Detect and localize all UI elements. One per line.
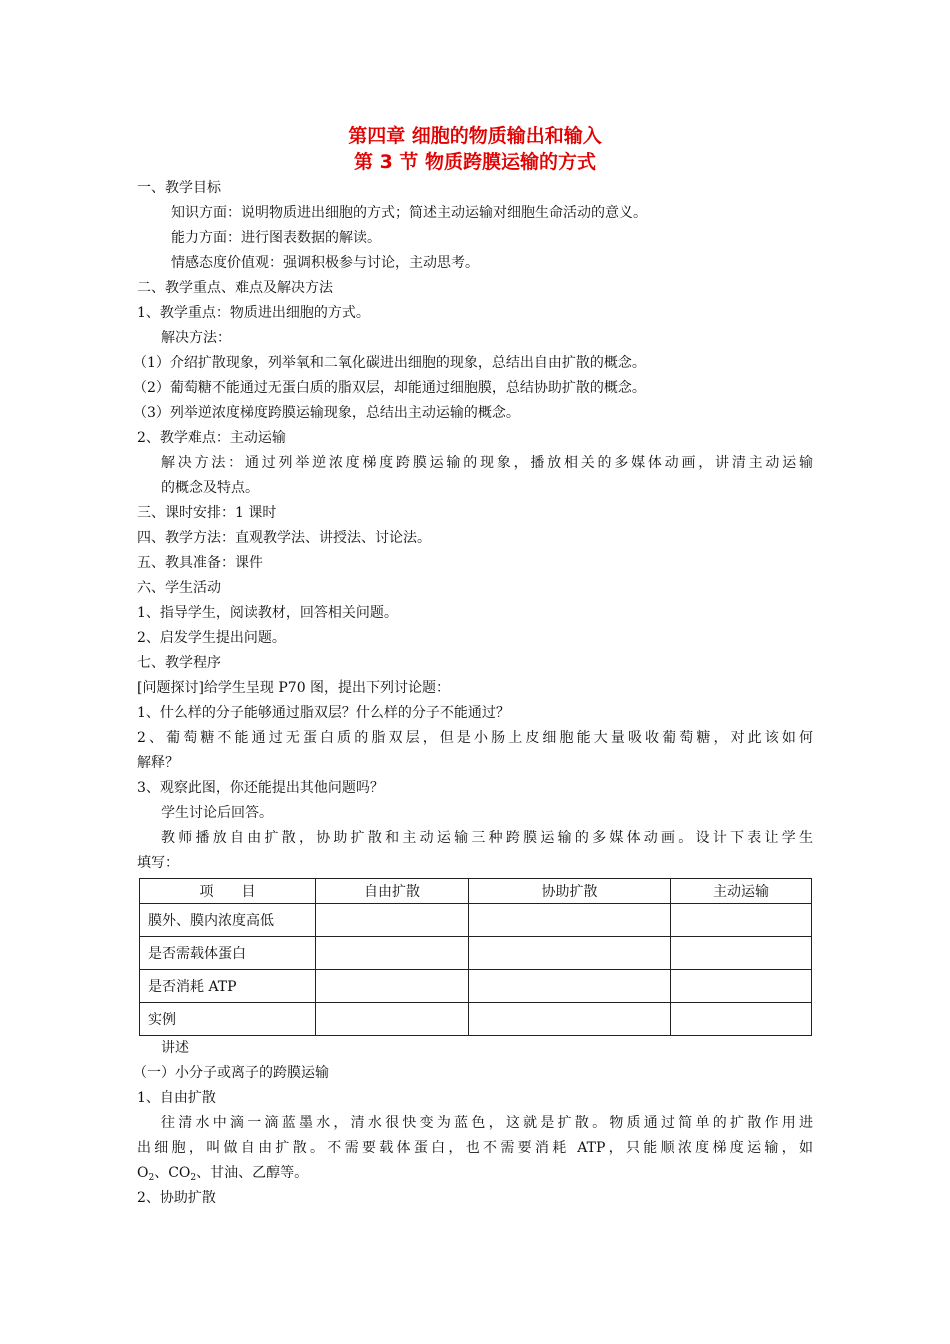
paragraph-line: 3、观察此图，你还能提出其他问题吗？: [137, 780, 384, 796]
paragraph-line: 解决方法：通过列举逆浓度梯度跨膜运输的现象，播放相关的多媒体动画，讲清主动运输: [161, 455, 813, 471]
table-row: [140, 904, 812, 937]
paragraph-line: 出细胞，叫做自由扩散。不需要载体蛋白，也不需要消耗 ATP，只能顺浓度梯度运输，如: [137, 1140, 813, 1156]
heading-objectives: 一、教学目标: [137, 180, 221, 196]
document-body: [133, 176, 813, 1211]
heading-small-molecules: （一）小分子或离子的跨膜运输: [133, 1065, 329, 1081]
table-cell-empty[interactable]: [316, 904, 469, 937]
table-row-label: 是否消耗 ATP: [140, 970, 316, 1003]
paragraph-line: 教师播放自由扩散，协助扩散和主动运输三种跨膜运输的多媒体动画。设计下表让学生: [161, 830, 813, 846]
paragraph-line: 解决方法：: [161, 330, 231, 346]
paragraph-line: 2、葡萄糖不能通过无蛋白质的脂双层，但是小肠上皮细胞能大量吸收葡萄糖，对此该如何: [137, 730, 813, 746]
paragraph-line: 1、教学重点：物质进出细胞的方式。: [137, 305, 370, 321]
paragraph-line: 1、什么样的分子能够通过脂双层？什么样的分子不能通过？: [137, 705, 510, 721]
table-cell-empty[interactable]: [671, 904, 812, 937]
table-cell-empty[interactable]: [469, 970, 671, 1003]
table-header-cell: 自由扩散: [316, 879, 469, 904]
heading-methods: 四、教学方法：直观教学法、讲授法、讨论法。: [137, 530, 431, 546]
paragraph-line: 解释？: [137, 755, 179, 771]
comparison-table: [139, 878, 812, 1036]
table-cell-empty[interactable]: [316, 970, 469, 1003]
paragraph-line: 2、教学难点：主动运输: [137, 430, 286, 446]
heading-facilitated-diffusion: 2、协助扩散: [137, 1190, 216, 1206]
text-fragment: 、CO: [154, 1165, 191, 1181]
table-cell-empty[interactable]: [469, 904, 671, 937]
paragraph-line: 学生讨论后回答。: [161, 805, 273, 821]
paragraph-line: 2、启发学生提出问题。: [137, 630, 286, 646]
table-cell-empty[interactable]: [671, 1003, 812, 1036]
paragraph-line: [问题探讨]给学生呈现 P70 图，提出下列讨论题：: [137, 680, 451, 696]
paragraph-line: 往清水中滴一滴蓝墨水，清水很快变为蓝色，这就是扩散。物质通过简单的扩散作用进: [161, 1115, 813, 1131]
paragraph-line: （1）介绍扩散现象，列举氧和二氧化碳进出细胞的现象，总结出自由扩散的概念。: [133, 355, 646, 371]
table-header-cell: 协助扩散: [469, 879, 671, 904]
text-fragment: O: [137, 1165, 149, 1181]
table-row-label: 是否需载体蛋白: [140, 937, 316, 970]
heading-procedure: 七、教学程序: [137, 655, 221, 671]
chapter-title: 第四章 细胞的物质输出和输入: [348, 125, 602, 147]
paragraph-line: 的概念及特点。: [161, 480, 259, 496]
text-fragment: 、甘油、乙醇等。: [196, 1165, 309, 1181]
heading-free-diffusion: 1、自由扩散: [137, 1090, 216, 1106]
paragraph-line: 知识方面：说明物质进出细胞的方式；简述主动运输对细胞生命活动的意义。: [171, 205, 647, 221]
paragraph-line: （3）列举逆浓度梯度跨膜运输现象，总结出主动运输的概念。: [133, 405, 520, 421]
paragraph-line: 讲述: [161, 1040, 189, 1056]
table-cell-empty[interactable]: [316, 937, 469, 970]
paragraph-line: 填写：: [137, 855, 179, 871]
paragraph-line: 1、指导学生，阅读教材，回答相关问题。: [137, 605, 398, 621]
paragraph-line: [137, 1161, 813, 1186]
subscript: 2: [148, 1173, 155, 1183]
table-row: [140, 970, 812, 1003]
table-header-row: [140, 879, 812, 904]
table-header-cell: 项 目: [140, 879, 316, 904]
table-cell-empty[interactable]: [671, 970, 812, 1003]
heading-materials: 五、教具准备：课件: [137, 555, 263, 571]
paragraph-line: （2）葡萄糖不能通过无蛋白质的脂双层，却能通过细胞膜，总结协助扩散的概念。: [133, 380, 646, 396]
table-cell-empty[interactable]: [469, 937, 671, 970]
paragraph-line: 情感态度价值观：强调积极参与讨论，主动思考。: [171, 255, 479, 271]
subscript: 2: [190, 1173, 197, 1183]
table-cell-empty[interactable]: [469, 1003, 671, 1036]
heading-activities: 六、学生活动: [137, 580, 221, 596]
paragraph-line: 能力方面：进行图表数据的解读。: [171, 230, 381, 246]
table-row-label: 膜外、膜内浓度高低: [140, 904, 316, 937]
table-row-label: 实例: [140, 1003, 316, 1036]
section-title: 第 3 节 物质跨膜运输的方式: [353, 151, 597, 173]
heading-schedule: 三、课时安排：1 课时: [137, 505, 277, 521]
table-row: [140, 1003, 812, 1036]
table-cell-empty[interactable]: [316, 1003, 469, 1036]
table-row: [140, 937, 812, 970]
table-cell-empty[interactable]: [671, 937, 812, 970]
table-header-cell: 主动运输: [671, 879, 812, 904]
heading-key-points: 二、教学重点、难点及解决方法: [137, 280, 333, 296]
